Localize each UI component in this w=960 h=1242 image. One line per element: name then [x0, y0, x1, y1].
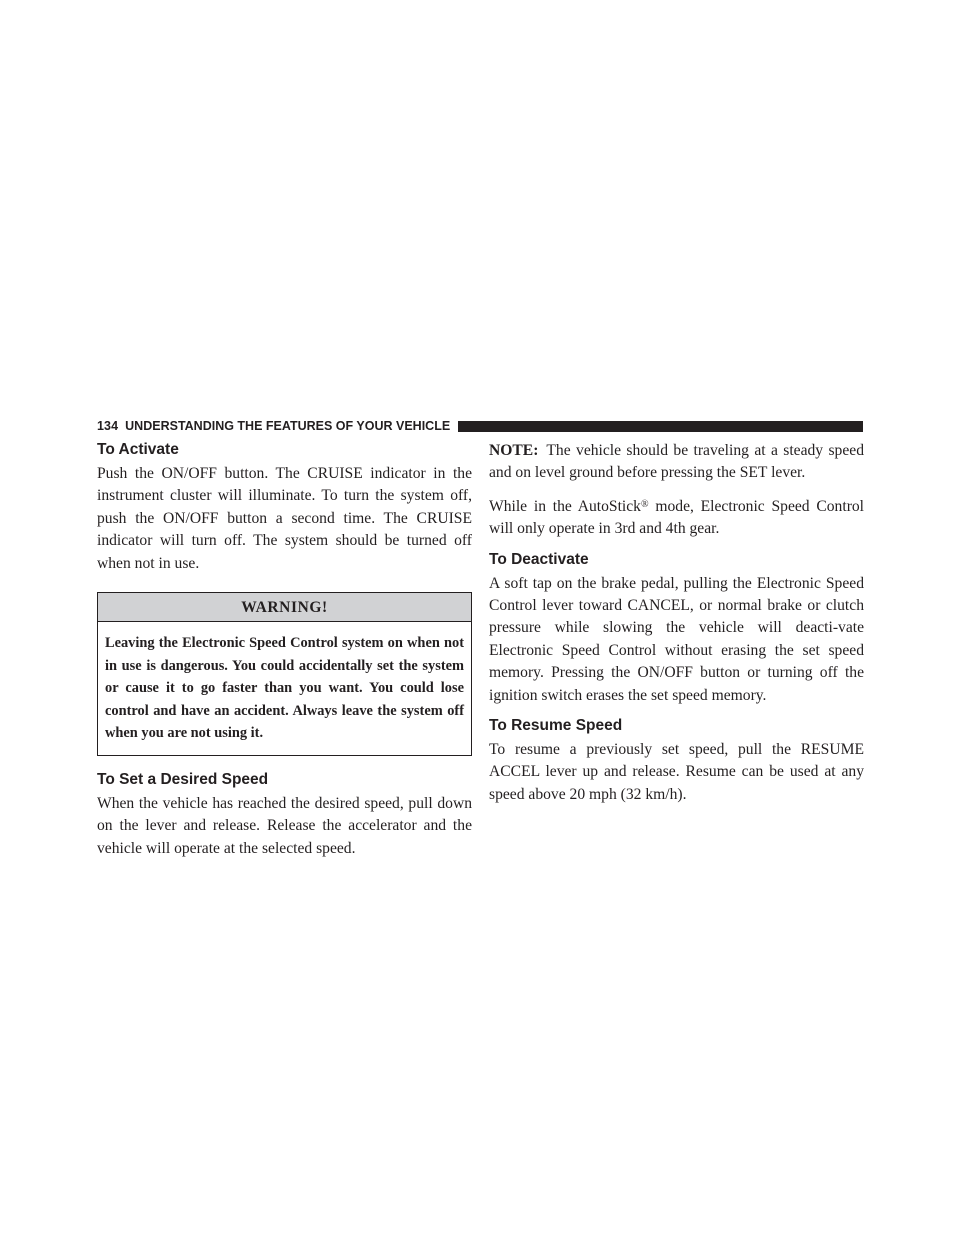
left-column [97, 440, 472, 869]
heading-to-activate: To Activate [97, 441, 179, 458]
section-to-activate [97, 440, 472, 575]
section-to-resume-speed [489, 716, 864, 806]
registered-symbol: ® [640, 498, 649, 510]
paragraph-to-deactivate: A soft tap on the brake pedal, pulling the Electronic Speed Control lever toward CANCEL, or normal brake or clutch pressure while slowing the vehicle will deacti-vate Electronic Speed Control without erasing the set speed memory. Pressing the ON/OFF button or turning off the ignition switch erases the set speed memory. [489, 574, 864, 704]
note-text: The vehicle should be traveling at a steady speed and on level ground before pressing the SET lever. [489, 442, 864, 482]
autostick-text-end: mode, Electronic Speed Control will only operate in 3rd and 4th gear. [489, 497, 865, 538]
page-number: 134 [97, 419, 119, 433]
paragraph-to-activate: Push the ON/OFF button. The CRUISE indicator in the instrument cluster will illuminate. To turn the system off, push the ON/OFF button a second time. The CRUISE indicator will turn off. The system should be turned off when not in use. [97, 465, 472, 572]
note-paragraph [489, 440, 864, 485]
warning-box [97, 592, 472, 756]
warning-text: Leaving the Electronic Speed Control system on when not in use is dangerous. You could accidentally set the system or cause it to go faster than you want. You could lose control and have an accident. Always leave the system off when you are not using it. [105, 635, 464, 742]
right-column [489, 440, 864, 815]
heading-to-resume-speed: To Resume Speed [489, 717, 623, 735]
running-header [97, 417, 863, 435]
header-rule-bar [458, 421, 863, 432]
note-label: NOTE: [489, 442, 539, 459]
heading-set-desired-speed: To Set a Desired Speed [97, 771, 269, 788]
warning-title: WARNING! [98, 593, 471, 622]
paragraph-set-desired-speed: When the vehicle has reached the desired speed, pull down on the lever and release. Release the accelerator and the vehicle will operate at the selected speed. [97, 795, 472, 857]
autostick-text-start: While in the AutoStick [489, 497, 641, 515]
section-set-desired-speed [97, 770, 472, 860]
autostick-paragraph [489, 494, 864, 541]
section-to-deactivate [489, 550, 864, 707]
paragraph-to-resume-speed: To resume a previously set speed, pull the RESUME ACCEL lever up and release. Resume can be used at any speed above 20 mph (32 km/h). [489, 741, 864, 803]
chapter-title: UNDERSTANDING THE FEATURES OF YOUR VEHICLE [125, 419, 451, 433]
heading-to-deactivate: To Deactivate [489, 550, 589, 568]
